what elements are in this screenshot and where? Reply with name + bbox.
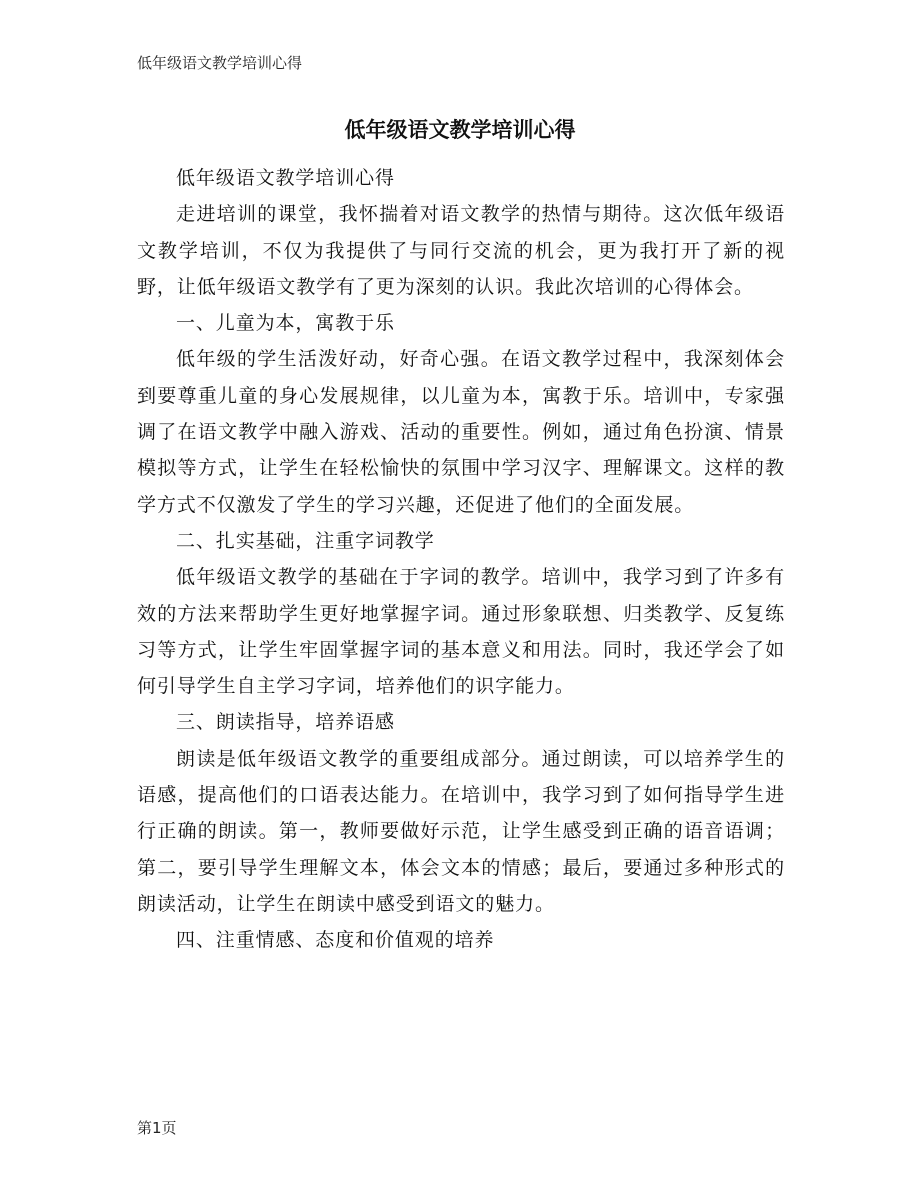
page-number: 第1页 <box>137 1119 177 1137</box>
document-title: 低年级语文教学培训心得 <box>344 118 576 142</box>
document-body <box>137 160 785 959</box>
section-paragraph-3: 朗读是低年级语文教学的重要组成部分。通过朗读，可以培养学生的语感，提高他们的口语表达能力。在培训中，我学习到了如何指导学生进行正确的朗读。第一，教师要做好示范，让学生感受到正确的语音语调；第二，要引导学生理解文本，体会文本的情感；最后，要通过多种形式的朗读活动，让学生在朗读中感受到语文的魅力。 <box>137 747 785 915</box>
section-heading-2: 二、扎实基础，注重字词教学 <box>176 529 435 552</box>
section-heading-1: 一、儿童为本，寓教于乐 <box>176 312 395 335</box>
section-paragraph-2: 低年级语文教学的基础在于字词的教学。培训中，我学习到了许多有效的方法来帮助学生更好地掌握字词。通过形象联想、归类教学、反复练习等方式，让学生牢固掌握字词的基本意义和用法。同时，我还学会了如何引导学生自主学习字词，培养他们的识字能力。 <box>137 566 785 698</box>
section-paragraph-1: 低年级的学生活泼好动，好奇心强。在语文教学过程中，我深刻体会到要尊重儿童的身心发展规律，以儿童为本，寓教于乐。培训中，专家强调了在语文教学中融入游戏、活动的重要性。例如，通过角色扮演、情景模拟等方式，让学生在轻松愉快的氛围中学习汉字、理解课文。这样的教学方式不仅激发了学生的学习兴趣，还促进了他们的全面发展。 <box>137 348 785 516</box>
subtitle-paragraph: 低年级语文教学培训心得 <box>176 167 395 189</box>
section-heading-3: 三、朗读指导，培养语感 <box>176 711 395 734</box>
running-header: 低年级语文教学培训心得 <box>137 54 303 72</box>
intro-paragraph: 走进培训的课堂，我怀揣着对语文教学的热情与期待。这次低年级语文教学培训，不仅为我提供了与同行交流的机会，更为我打开了新的视野，让低年级语文教学有了更为深刻的认识。我此次培训的心得体会。 <box>137 203 785 298</box>
section-heading-4: 四、注重情感、态度和价值观的培养 <box>176 929 495 952</box>
